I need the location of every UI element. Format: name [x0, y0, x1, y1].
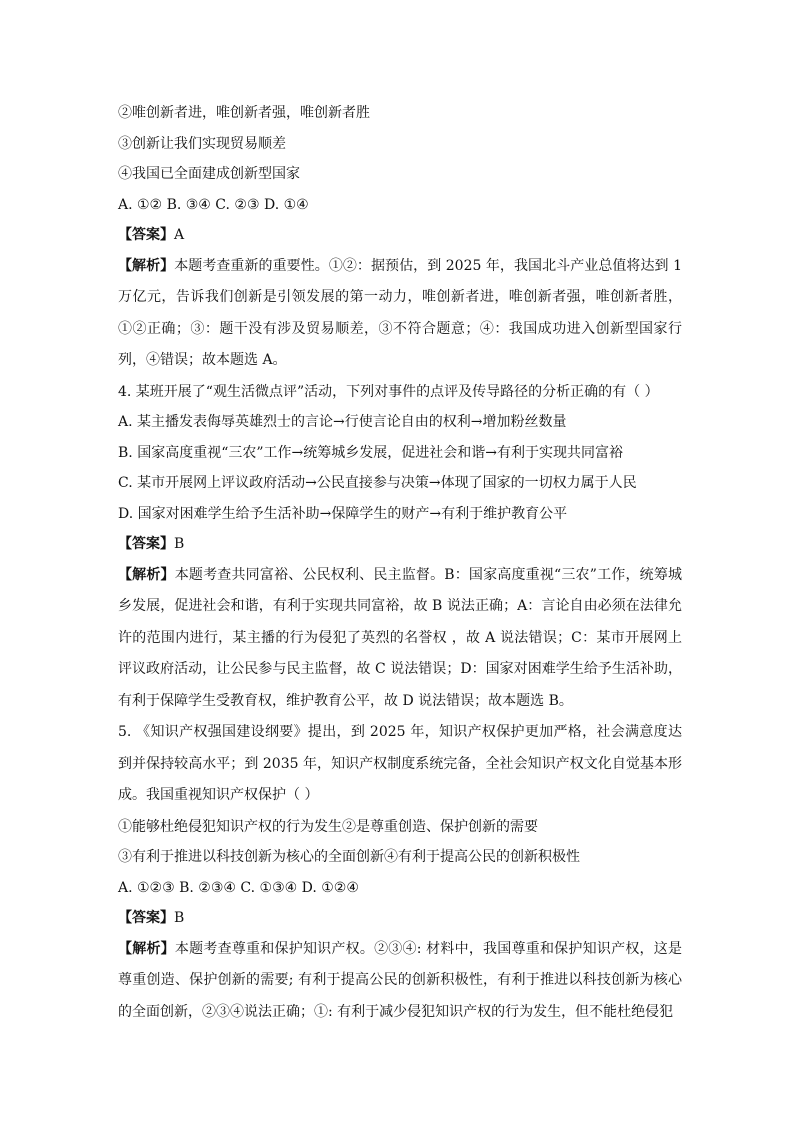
answer-value: A	[174, 227, 185, 243]
analysis-tag: 【解析】	[118, 566, 175, 583]
q5-answer	[118, 903, 682, 934]
q4-option-a: A. 某主播发表侮辱英雄烈士的言论→行使言论自由的权利→增加粉丝数量	[118, 414, 567, 430]
analysis-tag: 【解析】	[118, 940, 175, 957]
q5-options-3-4: ③有利于推进以科技创新为核心的全面创新④有利于提高公民的创新积极性	[118, 849, 580, 865]
q5-options-1-2: ①能够杜绝侵犯知识产权的行为发生②是尊重创造、保护创新的需要	[118, 818, 538, 835]
q4-option-c: C. 某市开展网上评议政府活动→公民直接参与决策→体现了国家的一切权力属于人民	[118, 475, 637, 491]
answer-value: B	[174, 910, 185, 926]
q4-option-b: B. 国家高度重视“三农”工作→统筹城乡发展，促进社会和谐→有利于实现共同富裕	[118, 444, 623, 461]
q4-answer	[118, 529, 682, 560]
q4-option-d: D. 国家对困难学生给予生活补助→保障学生的财产→有利于维护教育公平	[118, 505, 568, 522]
q3-answer	[118, 220, 682, 251]
q4-analysis	[118, 560, 682, 718]
analysis-text: 本题考查共同富裕、公民权利、民主监督。B：国家高度重视“三农”工作，统筹城乡发展，促进社会和谐，有利于实现共同富裕，故 B 说法正确；A：言论自由必须在法律允许的范围内进行，某主播的行为侵犯了英烈的名誉权 ，故 A 说法错误；C：某市开展网上评议政府活动，让公民参与民主监督，故 C 说法错误；D：国家对困难学生给予生活补助，有利于保障学生受教育权，维护教育公平，故 D 说法错误；故本题选 B。	[118, 566, 683, 709]
q3-choices: A. ①② B. ③④ C. ②③ D. ①④	[118, 196, 309, 213]
q3-option-3: ③创新让我们实现贸易顺差	[118, 135, 286, 152]
q5-stem: 5. 《知识产权强国建设纲要》提出，到 2025 年，知识产权保护更加严格，社会满意度达到并保持较高水平；到 2035 年，知识产权制度系统完备，全社会知识产权文化自觉基本形成。我国重视知识产权保护（ ）	[118, 724, 682, 803]
q5-analysis	[118, 934, 682, 1029]
q3-analysis	[118, 251, 682, 377]
answer-value: B	[174, 536, 185, 552]
q3-option-2: ②唯创新者进，唯创新者强，唯创新者胜	[118, 105, 370, 121]
answer-tag: 【答案】	[118, 910, 174, 926]
analysis-text: 本题考查尊重和保护知识产权。②③④: 材料中，我国尊重和保护知识产权，这是尊重创造、保护创新的需要; 有利于提高公民的创新积极性，有利于推进以科技创新为核心的全面创新，②③④说法正确；①: 有利于减少侵犯知识产权的行为发生，但不能杜绝侵犯	[118, 940, 682, 1020]
q4-stem: 4. 某班开展了“观生活微点评”活动，下列对事件的点评及传导路径的分析正确的有（ ）	[118, 383, 659, 400]
analysis-tag: 【解析】	[118, 257, 175, 274]
answer-tag: 【答案】	[118, 227, 174, 243]
q5-choices: A. ①②③ B. ②③④ C. ①③④ D. ①②④	[118, 879, 359, 896]
analysis-text: 本题考查重新的重要性。①②：据预估，到 2025 年，我国北斗产业总值将达到 1 万亿元，告诉我们创新是引领发展的第一动力，唯创新者进，唯创新者强，唯创新者胜，①②正确；③：题干没有涉及贸易顺差，③不符合题意；④：我国成功进入创新型国家行列，④错误；故本题选 A。	[118, 257, 682, 368]
answer-tag: 【答案】	[118, 536, 174, 552]
q3-option-4: ④我国已全面建成创新型国家	[118, 166, 300, 182]
